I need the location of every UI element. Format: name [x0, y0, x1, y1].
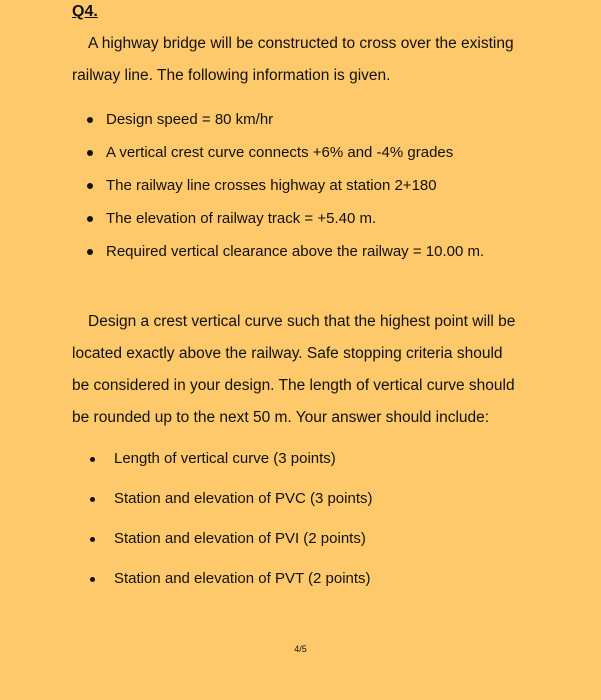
given-info-list [84, 103, 484, 268]
task-line-4: be rounded up to the next 50 m. Your answer should include: [72, 409, 490, 426]
question-heading: Q4. [72, 3, 98, 20]
answer-item: Length of vertical curve (3 points) [84, 443, 373, 483]
intro-paragraph [72, 28, 542, 92]
task-line-2: located exactly above the railway. Safe stopping criteria should [72, 345, 503, 362]
intro-line-2: railway line. The following information is given. [72, 67, 391, 84]
answer-items-list [84, 443, 373, 603]
answer-item: Station and elevation of PVT (2 points) [84, 563, 373, 603]
answer-item: Station and elevation of PVI (2 points) [84, 523, 373, 563]
task-line-1: Design a crest vertical curve such that the highest point will be [88, 313, 516, 330]
given-item: The elevation of railway track = +5.40 m. [84, 202, 484, 235]
task-line-3: be considered in your design. The length of vertical curve should [72, 377, 515, 394]
page-number: 4/5 [294, 644, 307, 654]
given-item: Design speed = 80 km/hr [84, 103, 484, 136]
answer-item: Station and elevation of PVC (3 points) [84, 483, 373, 523]
given-item: Required vertical clearance above the railway = 10.00 m. [84, 235, 484, 268]
given-item: A vertical crest curve connects +6% and -4% grades [84, 136, 484, 169]
task-paragraph [72, 306, 542, 434]
given-item: The railway line crosses highway at station 2+180 [84, 169, 484, 202]
intro-line-1: A highway bridge will be constructed to cross over the existing [88, 35, 514, 52]
